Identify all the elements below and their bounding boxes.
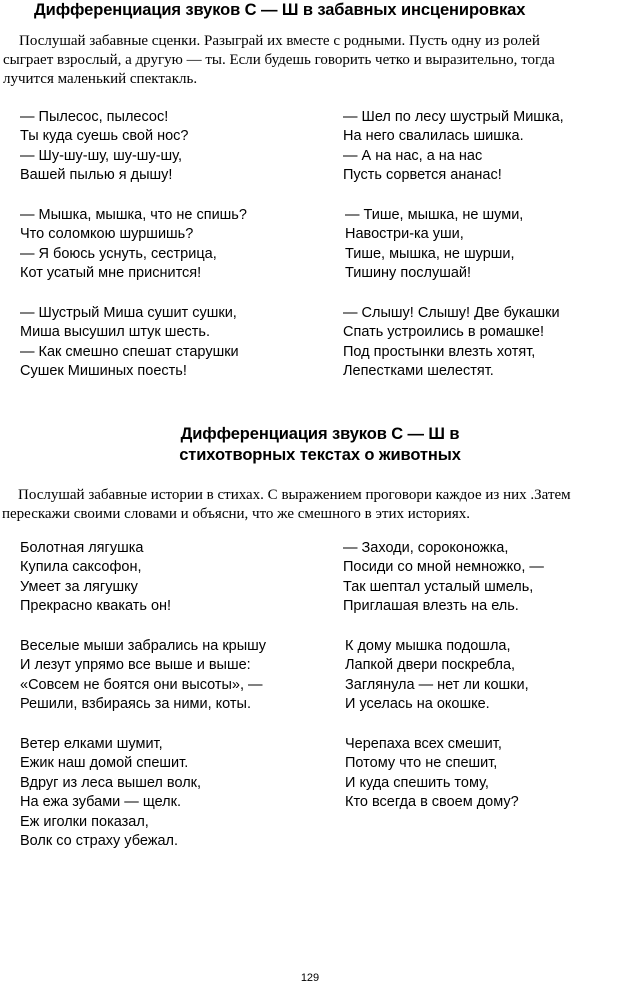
section1-stanza-2 — [343, 108, 564, 186]
poem-line: Решили, взбираясь за ними, коты. — [20, 696, 252, 713]
poem-line: Посиди со мной немножко, — — [343, 559, 544, 576]
poem-line: — Шу-шу-шу, шу-шу-шу, — [20, 147, 182, 164]
poem-line: — Шустрый Миша сушит сушки, — [20, 305, 237, 321]
poem-line: — Тише, мышка, не шуми, — [345, 207, 524, 223]
section2-stanza-6 — [345, 735, 519, 813]
poem-line: И лезут упрямо все выше и выше: — [20, 657, 251, 674]
poem-line: — Как смешно спешат старушки — [20, 343, 239, 360]
section2-stanza-5 — [20, 735, 201, 851]
section2-title-line-1: Дифференциация звуков С — Ш в — [180, 425, 460, 443]
poem-line: Ветер елками шумит, — [20, 736, 163, 752]
poem-line: Прекрасно квакать он! — [20, 598, 172, 615]
poem-line: К дому мышка подошла, — [345, 638, 511, 654]
poem-line: Приглашая влезть на ель. — [343, 598, 519, 615]
section2-stanza-1 — [20, 539, 171, 617]
poem-line: Купила саксофон, — [20, 559, 142, 576]
section2-stanza-3 — [20, 637, 266, 715]
poem-line: И куда спешить тому, — [345, 774, 489, 791]
poem-line: Вашей пылью я дышу! — [20, 167, 173, 184]
poem-line: Сушек Мишиных поесть! — [20, 363, 187, 380]
section1-stanza-6 — [343, 304, 560, 382]
section2-intro: Послушай забавные истории в стихах. С выражением проговори каждое из них .Затем перескажи своими словами и объясни, что же смешного в этих историях. — [2, 487, 571, 522]
section1-stanza-3 — [20, 206, 247, 284]
poem-line: — Шел по лесу шустрый Мишка, — [343, 109, 564, 125]
poem-line: — Мышка, мышка, что не спишь? — [20, 207, 247, 223]
section1-stanza-4 — [345, 206, 523, 284]
poem-line: Так шептал усталый шмель, — [343, 578, 534, 595]
poem-line: Болотная лягушка — [20, 540, 144, 556]
poem-line: Ежик наш домой спешит. — [20, 755, 189, 772]
poem-line: — Заходи, сороконожка, — [343, 540, 509, 556]
poem-line: Пусть сорвется ананас! — [343, 167, 502, 184]
poem-line: Умеет за лягушку — [20, 578, 138, 595]
poem-line: — Я боюсь уснуть, сестрица, — [20, 245, 217, 262]
poem-line: Кто всегда в своем дому? — [345, 794, 519, 811]
section2-stanza-4 — [345, 637, 529, 715]
poem-line: Еж иголки показал, — [20, 813, 149, 830]
section1-title: Дифференциация звуков С — Ш в забавных инсценировках — [34, 1, 526, 19]
poem-line: Потому что не спешит, — [345, 755, 498, 772]
poem-line: Лепестками шелестят. — [343, 363, 494, 380]
poem-line: «Совсем не боятся они высоты», — — [20, 676, 263, 693]
section1-stanza-1 — [20, 108, 189, 186]
poem-line: Тишину послушай! — [345, 265, 472, 282]
poem-line: Черепаха всех смешит, — [345, 736, 502, 752]
page-number: 129 — [300, 972, 320, 984]
poem-line: Волк со страху убежал. — [20, 833, 179, 850]
poem-line: На него свалилась шишка. — [343, 128, 524, 145]
poem-line: И уселась на окошке. — [345, 696, 490, 713]
section2-stanza-2 — [343, 539, 544, 617]
poem-line: Лапкой двери поскребла, — [345, 657, 516, 674]
section1-stanza-5 — [20, 304, 239, 382]
poem-line: — А на нас, а на нас — [343, 147, 483, 164]
poem-line: Вдруг из леса вышел волк, — [20, 774, 202, 791]
poem-line: Веселые мыши забрались на крышу — [20, 638, 267, 654]
poem-line: Что соломкою шуршишь? — [20, 226, 194, 243]
poem-line: — Пылесос, пылесос! — [20, 109, 169, 125]
poem-line: Навостри-ка уши, — [345, 226, 464, 243]
poem-line: Миша высушил штук шесть. — [20, 324, 210, 341]
section2-title-line-2: стихотворных текстах о животных — [179, 446, 461, 464]
poem-line: Заглянула — нет ли кошки, — [345, 676, 529, 693]
poem-line: Спать устроились в ромашке! — [343, 324, 545, 341]
poem-line: Под простынки влезть хотят, — [343, 343, 536, 360]
poem-line: Кот усатый мне приснится! — [20, 265, 202, 282]
poem-line: Ты куда суешь свой нос? — [20, 128, 189, 145]
section1-intro: Послушай забавные сценки. Разыграй их вместе с родными. Пусть одну из ролей сыграет взрослый, а другую — ты. Если будешь говорить четко и выразительно, тогда лучится маленький спектакль. — [3, 33, 555, 87]
poem-line: — Слышу! Слышу! Две букашки — [343, 305, 560, 321]
section2-title — [0, 424, 620, 466]
poem-line: Тише, мышка, не шурши, — [345, 245, 515, 262]
poem-line: На ежа зубами — щелк. — [20, 794, 182, 811]
